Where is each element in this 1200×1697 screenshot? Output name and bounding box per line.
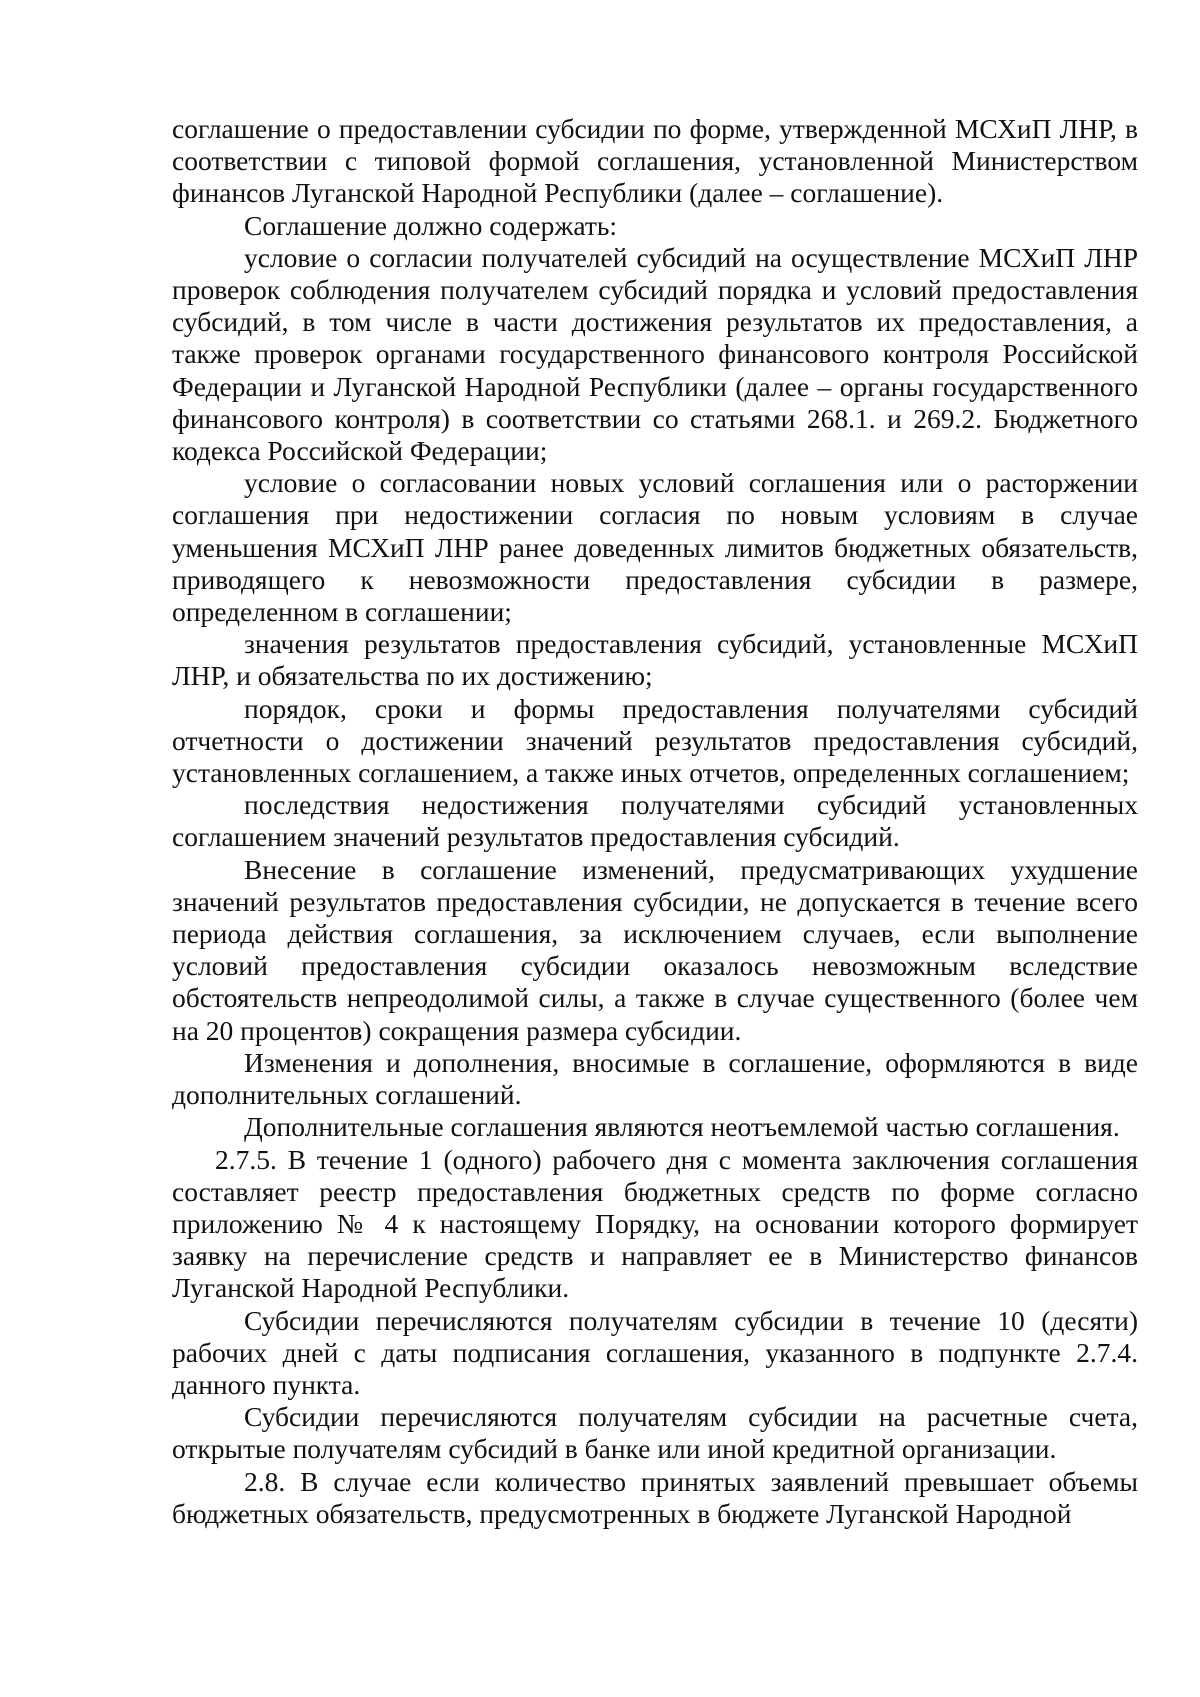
paragraph-new-conditions: условие о согласовании новых условий соглашения или о расторжении соглашения при недостижении согласия по новым условиям в случае уменьшения МСХиП ЛНР ранее доведенных лимитов бюджетных обязательств, приводящего к невозможности предоставления субсидии в размере, определенном в соглашении;	[172, 467, 1138, 628]
paragraph-result-values: значения результатов предоставления субсидий, установленные МСХиП ЛНР, и обязательства по их достижению;	[172, 628, 1138, 692]
paragraph-2-8: 2.8. В случае если количество принятых заявлений превышает объемы бюджетных обязательств, предусмотренных в бюджете Луганской Народной	[172, 1465, 1138, 1529]
paragraph-transfer-term: Субсидии перечисляются получателям субсидии в течение 10 (десяти) рабочих дней с даты подписания соглашения, указанного в подпункте 2.7.4. данного пункта.	[172, 1304, 1138, 1400]
paragraph-reporting: порядок, сроки и формы предоставления получателями субсидий отчетности о достижении значений результатов предоставления субсидий, установленных соглашением, а также иных отчетов, определенных соглашением;	[172, 692, 1138, 789]
paragraph-additional-agreements: Дополнительные соглашения являются неотъемлемой частью соглашения.	[244, 1111, 1120, 1143]
document-body	[172, 113, 1138, 1530]
paragraph-2-7-5: 2.7.5. В течение 1 (одного) рабочего дня с момента заключения соглашения составляет реестр предоставления бюджетных средств по форме согласно приложению № 4 к настоящему Порядку, на основании которого формирует заявку на перечисление средств и направляет ее в Министерство финансов Луганской Народной Республики.	[172, 1143, 1138, 1304]
paragraph-consent-inspections: условие о согласии получателей субсидий на осуществление МСХиП ЛНР проверок соблюдения получателем субсидий порядка и условий предоставления субсидий, в том числе в части достижения результатов их предоставления, а также проверок органами государственного финансового контроля Российской Федерации и Луганской Народной Республики (далее – органы государственного финансового контроля) в соответствии со статьями 268.1. и 269.2. Бюджетного кодекса Российской Федерации;	[172, 241, 1138, 467]
paragraph-amendments-restriction: Внесение в соглашение изменений, предусматривающих ухудшение значений результатов предоставления субсидии, не допускается в течение всего периода действия соглашения, за исключением случаев, если выполнение условий предоставления субсидии оказалось невозможным вследствие обстоятельств непреодолимой силы, а также в случае существенного (более чем на 20 процентов) сокращения размера субсидии.	[172, 853, 1138, 1046]
paragraph-transfer-accounts: Субсидии перечисляются получателям субсидии на расчетные счета, открытые получателям субсидий в банке или иной кредитной организации.	[172, 1401, 1138, 1465]
paragraph-consequences: последствия недостижения получателями субсидий установленных соглашением значений результатов предоставления субсидий.	[172, 789, 1138, 853]
paragraph-agreement-contents: Соглашение должно содержать:	[244, 209, 618, 241]
paragraph-amendments-form: Изменения и дополнения, вносимые в соглашение, оформляются в виде дополнительных соглашений.	[172, 1046, 1138, 1111]
paragraph-agreement-form: соглашение о предоставлении субсидии по форме, утвержденной МСХиП ЛНР, в соответствии с типовой формой соглашения, установленной Министерством финансов Луганской Народной Республики (далее – соглашение).	[172, 113, 1138, 209]
